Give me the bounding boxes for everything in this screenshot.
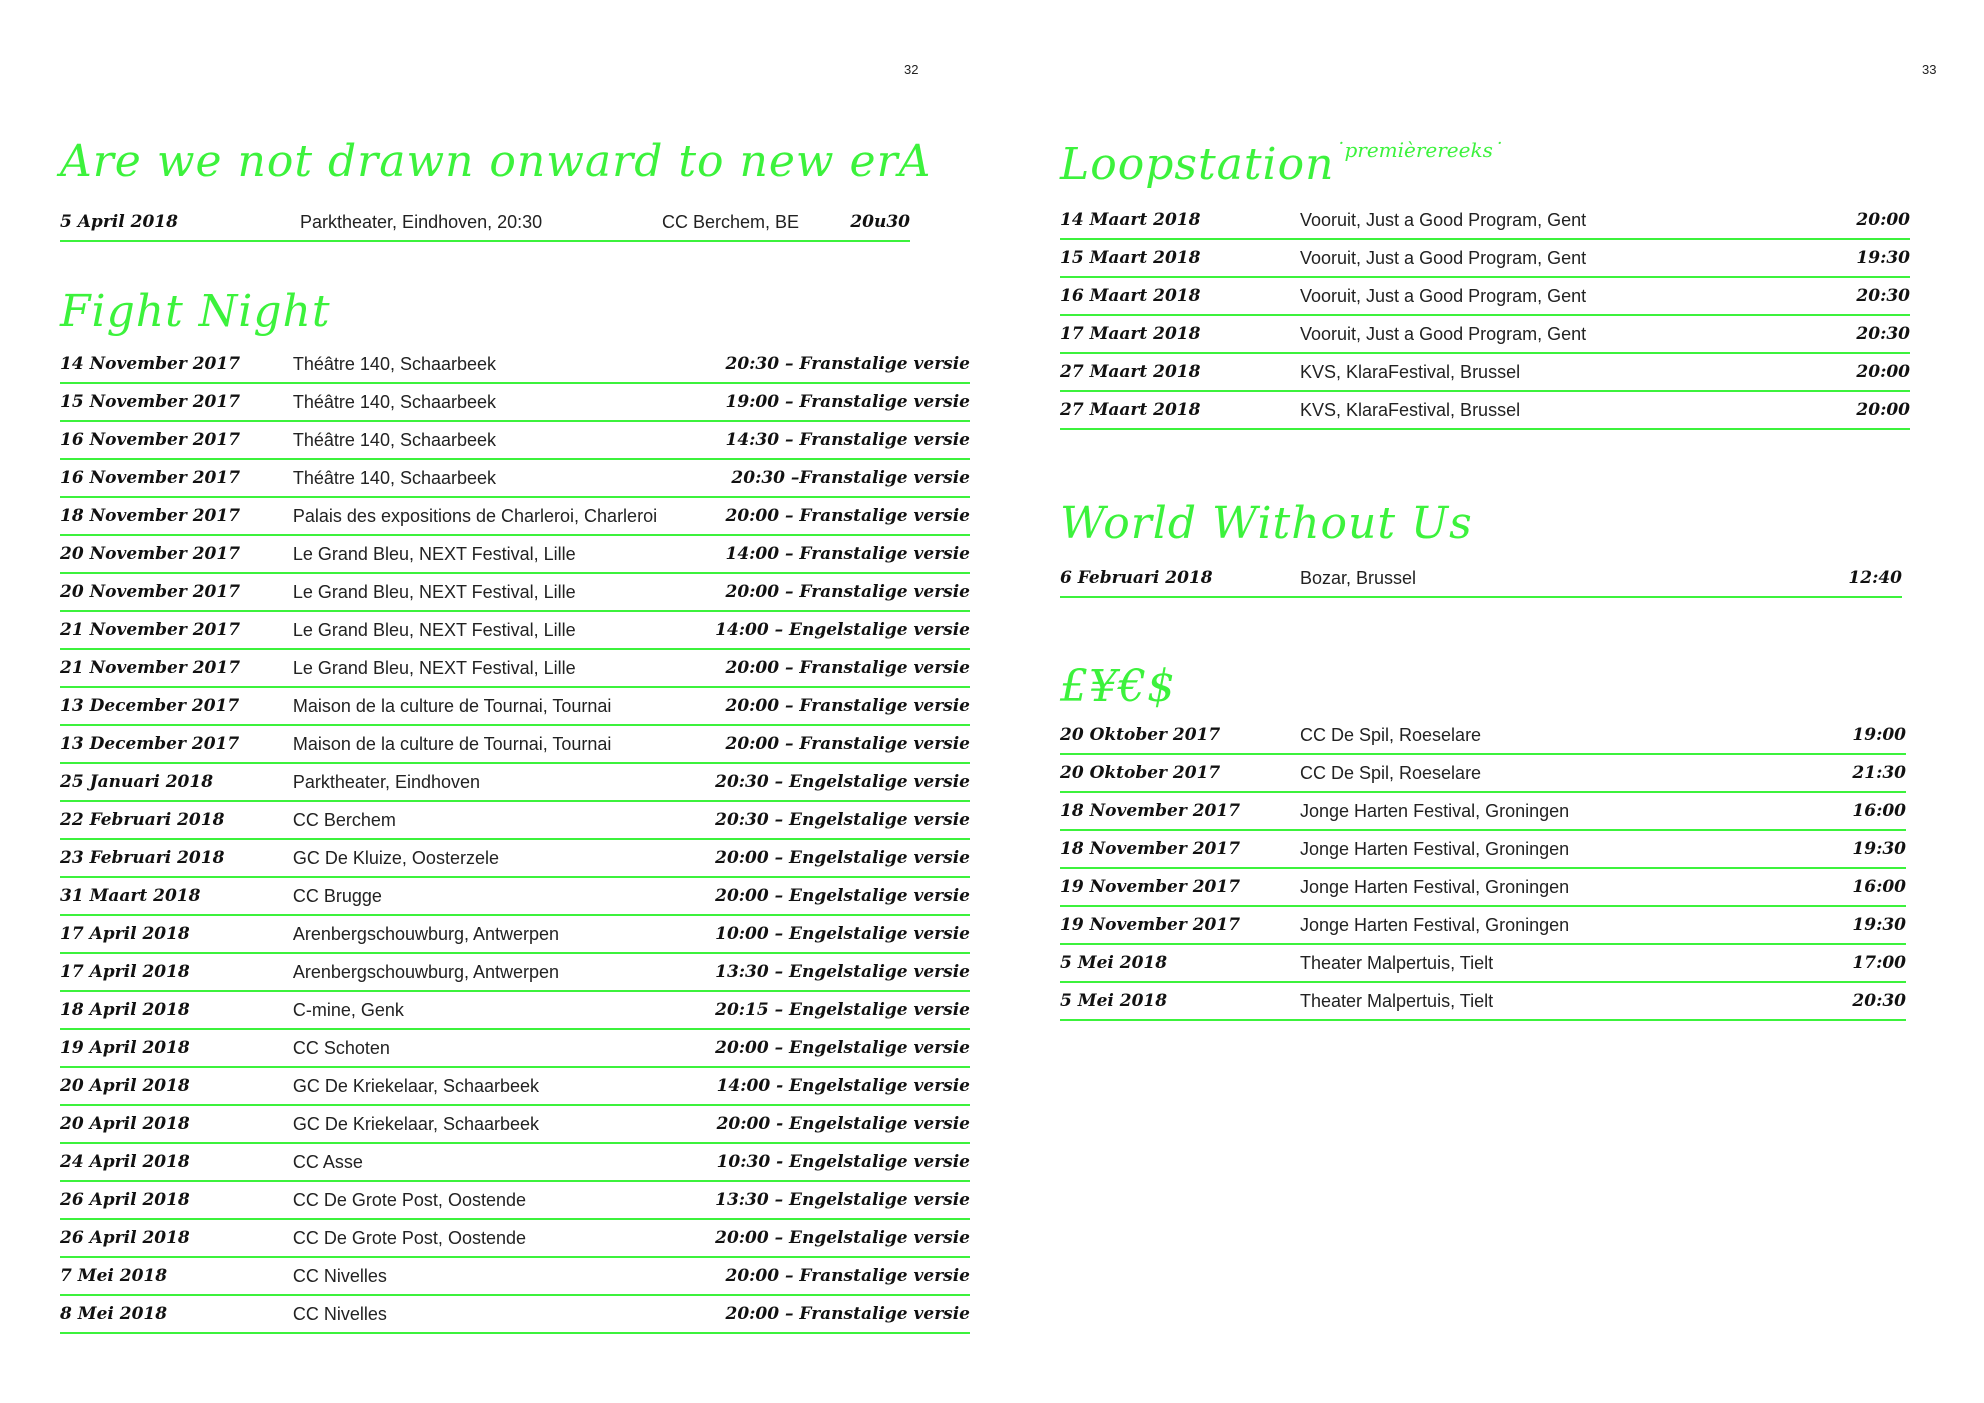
time-cell: 20:30 xyxy=(1810,982,1906,1020)
time-cell: 20:30 xyxy=(1810,315,1910,353)
venue-cell: CC Asse xyxy=(293,1143,715,1181)
date-cell: 20 Oktober 2017 xyxy=(1060,754,1300,792)
schedule-row xyxy=(60,763,970,801)
venue-cell: Jonge Harten Festival, Groningen xyxy=(1300,906,1810,944)
venue-cell: GC De Kluize, Oosterzele xyxy=(293,839,715,877)
date-cell: 27 Maart 2018 xyxy=(1060,391,1300,429)
venue-cell: CC De Spil, Roeselare xyxy=(1300,754,1810,792)
date-cell: 31 Maart 2018 xyxy=(60,877,293,915)
schedule-row xyxy=(60,649,970,687)
schedule-row xyxy=(60,1143,970,1181)
schedule-row xyxy=(60,877,970,915)
section-fight-night xyxy=(60,286,970,1334)
venue-cell: Jonge Harten Festival, Groningen xyxy=(1300,868,1810,906)
venue-cell: Jonge Harten Festival, Groningen xyxy=(1300,792,1810,830)
venue-cell: Vooruit, Just a Good Program, Gent xyxy=(1300,239,1810,277)
date-cell: 16 November 2017 xyxy=(60,421,293,459)
date-cell: 19 November 2017 xyxy=(1060,906,1300,944)
date-cell: 27 Maart 2018 xyxy=(1060,353,1300,391)
section-title: Fight Night xyxy=(60,286,331,337)
schedule-row xyxy=(1060,560,1902,597)
date-cell: 8 Mei 2018 xyxy=(60,1295,293,1333)
date-cell: 17 April 2018 xyxy=(60,915,293,953)
venue-cell: Theater Malpertuis, Tielt xyxy=(1300,982,1810,1020)
schedule-row xyxy=(60,1029,970,1067)
venue-cell: KVS, KlaraFestival, Brussel xyxy=(1300,391,1810,429)
section-title: World Without Us xyxy=(1060,498,1473,549)
time-cell: 17:00 xyxy=(1810,944,1906,982)
date-cell: 7 Mei 2018 xyxy=(60,1257,293,1295)
date-cell: 16 November 2017 xyxy=(60,459,293,497)
schedule-row xyxy=(60,1295,970,1333)
schedule-table xyxy=(1060,717,1906,1021)
time-cell: 12:40 xyxy=(1810,560,1902,597)
schedule-row xyxy=(60,1219,970,1257)
venue-cell: C-mine, Genk xyxy=(293,991,715,1029)
time-cell: 21:30 xyxy=(1810,754,1906,792)
time-cell: 20:00 – Franstalige versie xyxy=(715,573,970,611)
schedule-row xyxy=(60,535,970,573)
venue-cell: CC De Grote Post, Oostende xyxy=(293,1181,715,1219)
date-cell: 21 November 2017 xyxy=(60,611,293,649)
time-cell: 16:00 xyxy=(1810,868,1906,906)
date-cell: 5 Mei 2018 xyxy=(1060,944,1300,982)
date-cell: 22 Februari 2018 xyxy=(60,801,293,839)
date-cell: 20 November 2017 xyxy=(60,535,293,573)
date-cell: 18 April 2018 xyxy=(60,991,293,1029)
date-cell: 20 April 2018 xyxy=(60,1105,293,1143)
venue-cell: KVS, KlaraFestival, Brussel xyxy=(1300,353,1810,391)
date-cell: 18 November 2017 xyxy=(1060,830,1300,868)
venue-cell: Parktheater, Eindhoven, 20:30 xyxy=(300,204,662,241)
section-title: Are we not drawn onward to new erA xyxy=(60,136,932,187)
venue-cell: Arenbergschouwburg, Antwerpen xyxy=(293,953,715,991)
date-cell: 24 April 2018 xyxy=(60,1143,293,1181)
schedule-row xyxy=(60,459,970,497)
schedule-row xyxy=(60,915,970,953)
time-cell: 20:30 xyxy=(1810,277,1910,315)
venue-cell: CC Schoten xyxy=(293,1029,715,1067)
date-cell: 20 November 2017 xyxy=(60,573,293,611)
venue-cell: Jonge Harten Festival, Groningen xyxy=(1300,830,1810,868)
venue-cell: Palais des expositions de Charleroi, Charleroi xyxy=(293,497,715,535)
schedule-table xyxy=(60,346,970,1334)
schedule-row xyxy=(1060,717,1906,754)
venue-cell: CC De Spil, Roeselare xyxy=(1300,717,1810,754)
date-cell: 18 November 2017 xyxy=(1060,792,1300,830)
section-title: £¥€$ xyxy=(1060,661,1176,712)
venue-cell: Maison de la culture de Tournai, Tournai xyxy=(293,725,715,763)
time-cell: 20u30 xyxy=(842,204,910,241)
schedule-row xyxy=(60,839,970,877)
time-cell: 20:30 – Franstalige versie xyxy=(715,346,970,383)
date-cell: 20 Oktober 2017 xyxy=(1060,717,1300,754)
schedule-row xyxy=(60,573,970,611)
date-cell: 25 Januari 2018 xyxy=(60,763,293,801)
schedule-row xyxy=(1060,906,1906,944)
schedule-row xyxy=(60,953,970,991)
date-cell: 15 Maart 2018 xyxy=(1060,239,1300,277)
time-cell: 20:00 – Engelstalige versie xyxy=(715,877,970,915)
venue-cell: Vooruit, Just a Good Program, Gent xyxy=(1300,315,1810,353)
time-cell: 13:30 – Engelstalige versie xyxy=(715,1181,970,1219)
venue-cell: Théâtre 140, Schaarbeek xyxy=(293,459,715,497)
page-number-left: 32 xyxy=(904,62,919,77)
schedule-row xyxy=(60,421,970,459)
time-cell: 16:00 xyxy=(1810,792,1906,830)
venue-cell: Vooruit, Just a Good Program, Gent xyxy=(1300,277,1810,315)
page-number-right: 33 xyxy=(1922,62,1937,77)
time-cell: 19:00 xyxy=(1810,717,1906,754)
time-cell: 20:15 – Engelstalige versie xyxy=(715,991,970,1029)
time-cell: 20:00 xyxy=(1810,391,1910,429)
schedule-table xyxy=(60,204,910,242)
venue-cell: Vooruit, Just a Good Program, Gent xyxy=(1300,202,1810,239)
time-cell: 20:00 – Engelstalige versie xyxy=(715,1029,970,1067)
date-cell: 5 Mei 2018 xyxy=(1060,982,1300,1020)
section-title xyxy=(1060,138,1910,190)
time-cell: 14:30 – Franstalige versie xyxy=(715,421,970,459)
schedule-row xyxy=(1060,982,1906,1020)
date-cell: 26 April 2018 xyxy=(60,1219,293,1257)
schedule-row xyxy=(60,346,970,383)
time-cell: 20:00 xyxy=(1810,353,1910,391)
time-cell: 20:30 – Engelstalige versie xyxy=(715,763,970,801)
schedule-row xyxy=(1060,754,1906,792)
time-cell: 20:30 –Franstalige versie xyxy=(715,459,970,497)
date-cell: 14 Maart 2018 xyxy=(1060,202,1300,239)
schedule-row xyxy=(60,801,970,839)
date-cell: 18 November 2017 xyxy=(60,497,293,535)
schedule-row xyxy=(60,1105,970,1143)
date-cell: 17 April 2018 xyxy=(60,953,293,991)
date-cell: 20 April 2018 xyxy=(60,1067,293,1105)
time-cell: 14:00 – Franstalige versie xyxy=(715,535,970,573)
date-cell: 16 Maart 2018 xyxy=(1060,277,1300,315)
schedule-row xyxy=(1060,391,1910,429)
section-era xyxy=(60,136,932,242)
schedule-row xyxy=(60,1181,970,1219)
venue-cell: Maison de la culture de Tournai, Tournai xyxy=(293,687,715,725)
venue-cell: Bozar, Brussel xyxy=(1300,560,1810,597)
schedule-row xyxy=(1060,277,1910,315)
venue-cell: Le Grand Bleu, NEXT Festival, Lille xyxy=(293,611,715,649)
schedule-row xyxy=(1060,315,1910,353)
date-cell: 13 December 2017 xyxy=(60,687,293,725)
schedule-row xyxy=(60,725,970,763)
schedule-row xyxy=(60,611,970,649)
date-cell: 6 Februari 2018 xyxy=(1060,560,1300,597)
schedule-table xyxy=(1060,560,1902,598)
venue-cell: Theater Malpertuis, Tielt xyxy=(1300,944,1810,982)
time-cell: 20:00 – Engelstalige versie xyxy=(715,839,970,877)
date-cell: 19 November 2017 xyxy=(1060,868,1300,906)
schedule-row xyxy=(60,497,970,535)
schedule-row xyxy=(60,1257,970,1295)
section-title-text: Loopstation xyxy=(1060,139,1335,190)
venue-cell: Le Grand Bleu, NEXT Festival, Lille xyxy=(293,573,715,611)
venue-cell: CC Nivelles xyxy=(293,1257,715,1295)
schedule-row xyxy=(60,383,970,421)
venue-cell: Arenbergschouwburg, Antwerpen xyxy=(293,915,715,953)
time-cell: 10:30 - Engelstalige versie xyxy=(715,1143,970,1181)
schedule-row xyxy=(1060,830,1906,868)
extra-venue-cell: CC Berchem, BE xyxy=(662,204,842,241)
schedule-row xyxy=(60,687,970,725)
date-cell: 13 December 2017 xyxy=(60,725,293,763)
venue-cell: CC Brugge xyxy=(293,877,715,915)
schedule-row xyxy=(1060,792,1906,830)
time-cell: 14:00 – Engelstalige versie xyxy=(715,611,970,649)
venue-cell: CC Nivelles xyxy=(293,1295,715,1333)
venue-cell: Parktheater, Eindhoven xyxy=(293,763,715,801)
time-cell: 19:30 xyxy=(1810,830,1906,868)
section-lyes xyxy=(1060,661,1906,1021)
date-cell: 15 November 2017 xyxy=(60,383,293,421)
venue-cell: Théâtre 140, Schaarbeek xyxy=(293,346,715,383)
time-cell: 20:30 – Engelstalige versie xyxy=(715,801,970,839)
venue-cell: Théâtre 140, Schaarbeek xyxy=(293,421,715,459)
venue-cell: GC De Kriekelaar, Schaarbeek xyxy=(293,1105,715,1143)
schedule-row xyxy=(60,1067,970,1105)
time-cell: 20:00 – Franstalige versie xyxy=(715,687,970,725)
time-cell: 19:30 xyxy=(1810,906,1906,944)
time-cell: 19:00 – Franstalige versie xyxy=(715,383,970,421)
time-cell: 20:00 – Franstalige versie xyxy=(715,1257,970,1295)
venue-cell: Théâtre 140, Schaarbeek xyxy=(293,383,715,421)
date-cell: 14 November 2017 xyxy=(60,346,293,383)
schedule-row xyxy=(1060,353,1910,391)
schedule-row xyxy=(1060,202,1910,239)
section-world-without-us xyxy=(1060,498,1902,598)
schedule-row xyxy=(60,204,910,241)
time-cell: 13:30 – Engelstalige versie xyxy=(715,953,970,991)
time-cell: 20:00 - Engelstalige versie xyxy=(715,1105,970,1143)
time-cell: 20:00 – Franstalige versie xyxy=(715,649,970,687)
venue-cell: CC De Grote Post, Oostende xyxy=(293,1219,715,1257)
time-cell: 19:30 xyxy=(1810,239,1910,277)
time-cell: 20:00 – Franstalige versie xyxy=(715,725,970,763)
schedule-row xyxy=(1060,868,1906,906)
venue-cell: GC De Kriekelaar, Schaarbeek xyxy=(293,1067,715,1105)
date-cell: 19 April 2018 xyxy=(60,1029,293,1067)
section-loopstation xyxy=(1060,140,1910,430)
time-cell: 20:00 – Franstalige versie xyxy=(715,1295,970,1333)
venue-cell: Le Grand Bleu, NEXT Festival, Lille xyxy=(293,535,715,573)
time-cell: 20:00 xyxy=(1810,202,1910,239)
schedule-row xyxy=(60,991,970,1029)
time-cell: 20:00 – Franstalige versie xyxy=(715,497,970,535)
schedule-row xyxy=(1060,944,1906,982)
time-cell: 10:00 – Engelstalige versie xyxy=(715,915,970,953)
date-cell: 23 Februari 2018 xyxy=(60,839,293,877)
premiere-label: ˙premièrereeks˙ xyxy=(1334,138,1503,162)
date-cell: 21 November 2017 xyxy=(60,649,293,687)
time-cell: 14:00 - Engelstalige versie xyxy=(715,1067,970,1105)
venue-cell: Le Grand Bleu, NEXT Festival, Lille xyxy=(293,649,715,687)
date-cell: 5 April 2018 xyxy=(60,204,300,241)
date-cell: 17 Maart 2018 xyxy=(1060,315,1300,353)
date-cell: 26 April 2018 xyxy=(60,1181,293,1219)
time-cell: 20:00 – Engelstalige versie xyxy=(715,1219,970,1257)
venue-cell: CC Berchem xyxy=(293,801,715,839)
schedule-row xyxy=(1060,239,1910,277)
schedule-table xyxy=(1060,202,1910,430)
